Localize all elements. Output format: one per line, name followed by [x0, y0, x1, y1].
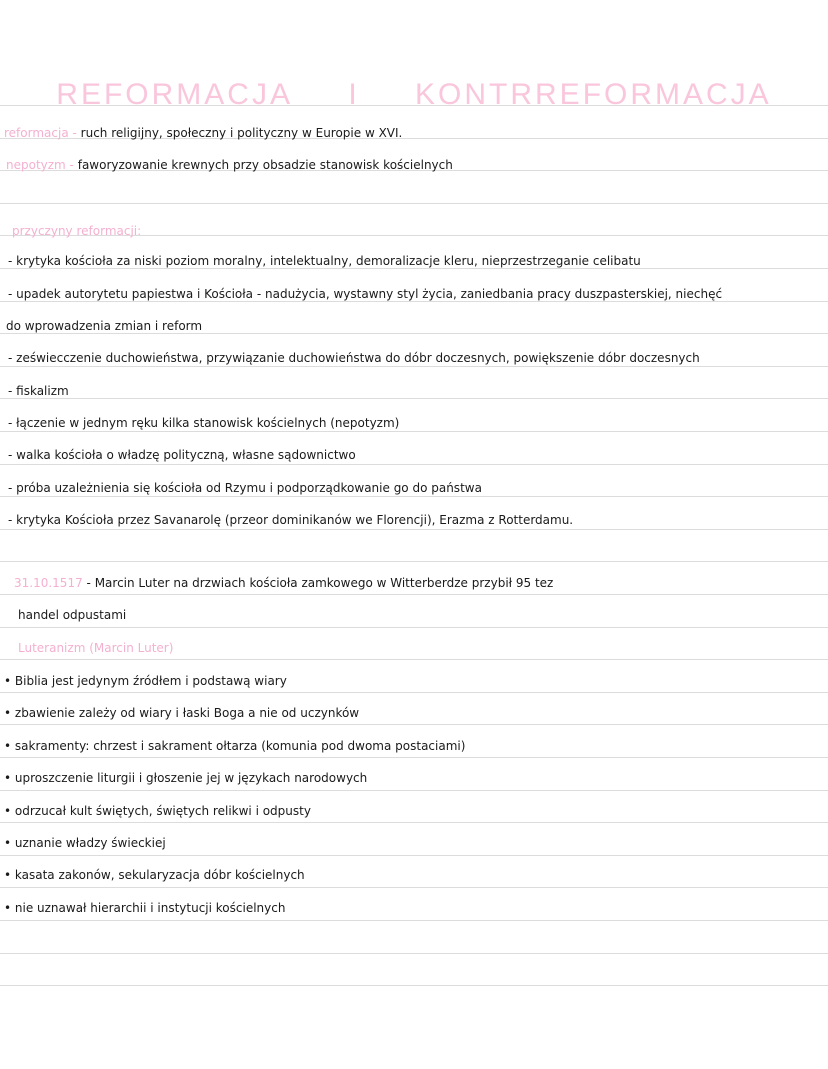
ruled-line — [0, 724, 828, 725]
ruled-line — [0, 464, 828, 465]
cause-item: - próba uzależnienia się kościoła od Rzymu i podporządkowanie go do państwa — [8, 481, 482, 495]
luteranism-item: • Biblia jest jedynym źródłem i podstawą wiary — [4, 674, 287, 688]
ruled-line — [0, 985, 828, 986]
luteranism-item: • uznanie władzy świeckiej — [4, 836, 166, 850]
luteranism-item: • odrzucał kult świętych, świętych relikwi i odpusty — [4, 804, 311, 818]
definition-term: reformacja - — [4, 126, 77, 140]
ruled-line — [0, 561, 828, 562]
ruled-line — [0, 268, 828, 269]
title-mid: I — [348, 78, 360, 111]
cause-item: do wprowadzenia zmian i reform — [6, 319, 203, 333]
ruled-line — [0, 659, 828, 660]
event-note: handel odpustami — [18, 608, 127, 622]
definition-term: nepotyzm - — [6, 158, 74, 172]
luteranism-heading: Luteranizm (Marcin Luter) — [18, 641, 174, 655]
luteranism-item: • zbawienie zależy od wiary i łaski Boga a nie od uczynków — [4, 706, 360, 720]
event-date: 31.10.1517 — [14, 576, 83, 590]
event-line — [14, 576, 553, 590]
ruled-line — [0, 887, 828, 888]
cause-item: - łączenie w jednym ręku kilka stanowisk kościelnych (nepotyzm) — [8, 416, 400, 430]
definition-text: ruch religijny, społeczny i polityczny w Europie w XVI. — [80, 126, 403, 140]
ruled-line — [0, 953, 828, 954]
title-left: REFORMACJA — [56, 78, 293, 111]
cause-item: - upadek autorytetu papiestwa i Kościoła - nadużycia, wystawny styl życia, zaniedbania pracy duszpasterskiej, niechęć — [8, 287, 723, 301]
ruled-line — [0, 301, 828, 302]
definition-text: faworyzowanie krewnych przy obsadzie stanowisk kościelnych — [77, 158, 453, 172]
ruled-line — [0, 529, 828, 530]
ruled-line — [0, 855, 828, 856]
page-title — [0, 78, 828, 112]
ruled-line — [0, 203, 828, 204]
ruled-line — [0, 431, 828, 432]
definition-reformacja — [4, 126, 402, 140]
ruled-line — [0, 398, 828, 399]
ruled-line — [0, 366, 828, 367]
title-right: KONTRREFORMACJA — [415, 78, 772, 111]
ruled-line — [0, 790, 828, 791]
event-text: - Marcin Luter na drzwiach kościoła zamkowego w Witterberdze przybił 95 tez — [86, 576, 554, 590]
ruled-line — [0, 627, 828, 628]
cause-item: - zeświecczenie duchowieństwa, przywiązanie duchowieństwa do dóbr doczesnych, powiększenie dóbr doczesnych — [8, 351, 700, 365]
definition-nepotyzm — [6, 158, 453, 172]
luteranism-item: • nie uznawał hierarchii i instytucji kościelnych — [4, 901, 286, 915]
cause-item: - walka kościoła o władzę polityczną, własne sądownictwo — [8, 448, 356, 462]
luteranism-item: • uproszczenie liturgii i głoszenie jej w językach narodowych — [4, 771, 368, 785]
ruled-line — [0, 757, 828, 758]
ruled-line — [0, 333, 828, 334]
ruled-line — [0, 594, 828, 595]
cause-item: - krytyka Kościoła przez Savanarolę (przeor dominikanów we Florencji), Erazma z Rotterdamu. — [8, 513, 574, 527]
luteranism-item: • sakramenty: chrzest i sakrament ołtarza (komunia pod dwoma postaciami) — [4, 739, 466, 753]
ruled-line — [0, 496, 828, 497]
ruled-line — [0, 920, 828, 921]
causes-heading: przyczyny reformacji: — [12, 224, 142, 238]
ruled-line — [0, 692, 828, 693]
cause-item: - fiskalizm — [8, 384, 69, 398]
luteranism-item: • kasata zakonów, sekularyzacja dóbr kościelnych — [4, 868, 305, 882]
ruled-line — [0, 822, 828, 823]
cause-item: - krytyka kościoła za niski poziom moralny, intelektualny, demoralizacje kleru, nieprzestrzeganie celibatu — [8, 254, 641, 268]
